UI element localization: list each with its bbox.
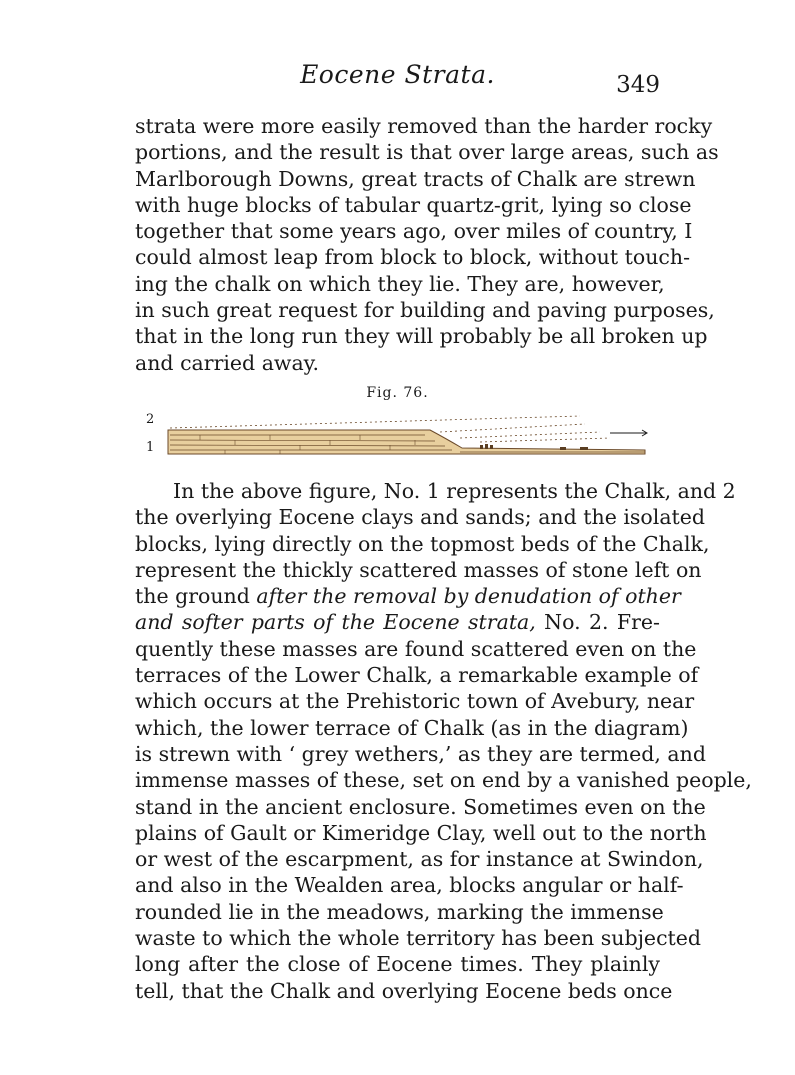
- figure-label-eocene: 2: [146, 412, 155, 427]
- text-line: that in the long run they will probably be all broken up: [135, 324, 708, 349]
- figure-label-chalk: 1: [146, 440, 155, 455]
- text-line: is strewn with ‘ grey wethers,’ as they are termed, and: [135, 741, 706, 766]
- text-line: plains of Gault or Kimeridge Clay, well out to the north: [135, 820, 707, 845]
- strata-figure: [140, 408, 665, 468]
- text-line: ing the chalk on which they lie. They are, however,: [135, 271, 665, 296]
- text-line: in such great request for building and paving purposes,: [135, 298, 715, 323]
- strata-diagram: [140, 408, 665, 468]
- text-line: In the above figure, No. 1 represents the Chalk, and 2: [173, 479, 736, 503]
- text-line: and carried away.: [135, 350, 320, 375]
- text-line: represent the thickly scattered masses of stone left on: [135, 557, 702, 582]
- paragraph-fig-description: [135, 478, 752, 1004]
- text-line: or west of the escarpment, as for instance at Swindon,: [135, 847, 704, 872]
- text-line: [135, 583, 681, 609]
- text-line: the overlying Eocene clays and sands; and the isolated: [135, 505, 706, 530]
- text-run: No. 2. Fre-: [535, 610, 660, 635]
- text-line: which, the lower terrace of Chalk (as in the diagram): [135, 715, 689, 740]
- chalk-stratum: [168, 430, 645, 454]
- text-line: immense masses of these, set on end by a vanished people,: [135, 768, 752, 793]
- figure-caption-text: Fig. 76.: [366, 385, 429, 401]
- text-line: with huge blocks of tabular quartz-grit, lying so close: [135, 192, 692, 217]
- page-number: 349: [616, 72, 660, 98]
- text-line: portions, and the result is that over large areas, such as: [135, 140, 719, 165]
- text-line: together that some years ago, over miles of country, I: [135, 219, 693, 244]
- text-line: Marlborough Downs, great tracts of Chalk are strewn: [135, 166, 696, 191]
- italic-run: after the removal by denudation of other: [256, 584, 681, 609]
- running-title: Eocene Strata.: [300, 60, 495, 89]
- text-line: which occurs at the Prehistoric town of Avebury, near: [135, 689, 695, 714]
- text-line: blocks, lying directly on the topmost beds of the Chalk,: [135, 531, 710, 556]
- text-line: long after the close of Eocene times. They plainly: [135, 952, 660, 977]
- text-line: tell, that the Chalk and overlying Eocene beds once: [135, 978, 673, 1003]
- text-line: terraces of the Lower Chalk, a remarkable example of: [135, 663, 699, 688]
- arrow-icon: [610, 430, 647, 436]
- text-line: rounded lie in the meadows, marking the immense: [135, 899, 664, 924]
- text-line: stand in the ancient enclosure. Sometimes even on the: [135, 794, 706, 819]
- paragraph-continued: [135, 113, 719, 376]
- text-line: and also in the Wealden area, blocks angular or half-: [135, 873, 684, 898]
- text-line: could almost leap from block to block, without touch-: [135, 245, 691, 270]
- running-head: [135, 60, 660, 100]
- text-line: waste to which the whole territory has been subjected: [135, 926, 702, 951]
- text-line: strata were more easily removed than the harder rocky: [135, 114, 713, 138]
- text-line: quently these masses are found scattered even on the: [135, 636, 697, 661]
- text-run: the ground: [135, 584, 257, 609]
- text-line: [135, 609, 660, 635]
- italic-run: and softer parts of the Eocene strata,: [135, 610, 536, 635]
- figure-caption: [135, 385, 660, 401]
